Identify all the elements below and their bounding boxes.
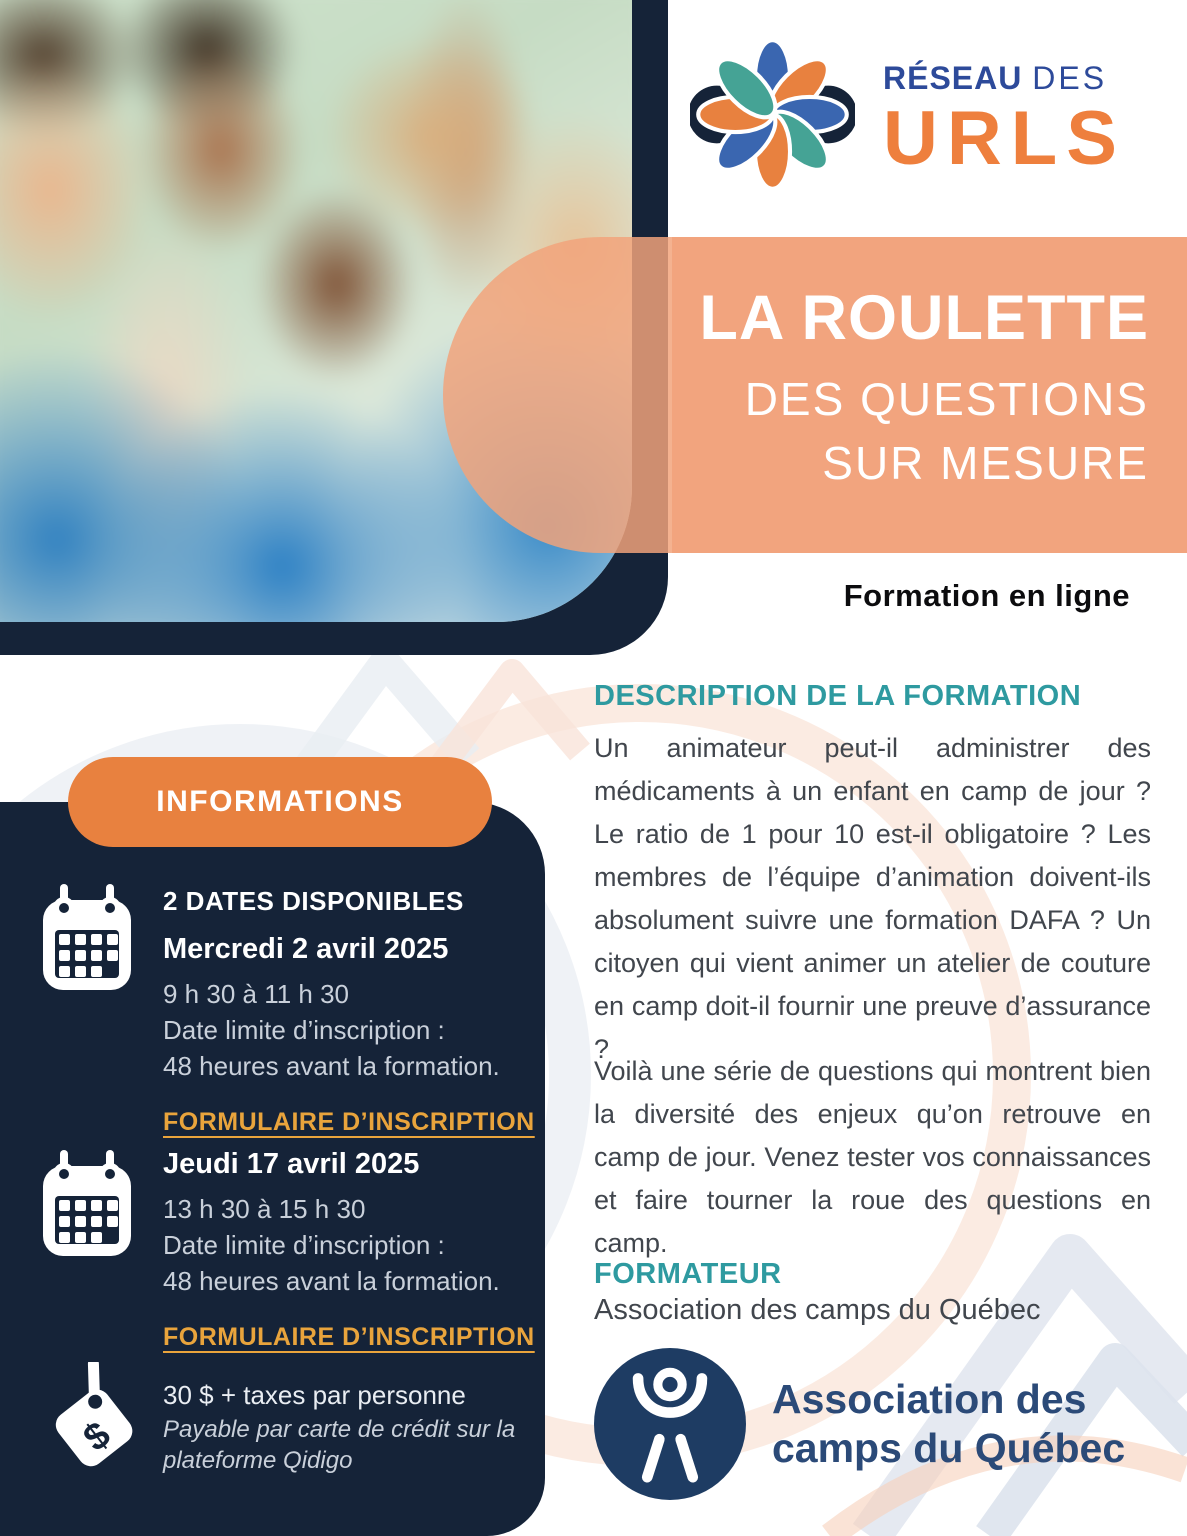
registration-link-1[interactable]: FORMULAIRE D’INSCRIPTION xyxy=(163,1108,535,1136)
payment-note-line-1: Payable par carte de crédit sur la xyxy=(163,1416,516,1443)
title-line-1: LA ROULETTE xyxy=(699,283,1149,353)
title-line-2: DES QUESTIONS xyxy=(744,373,1149,425)
session-1-deadline: 48 heures avant la formation. xyxy=(163,1051,500,1081)
informations-pill-label: INFORMATIONS xyxy=(156,785,404,818)
acq-wordmark xyxy=(772,1375,1125,1473)
price-text: 30 $ + taxes par personne xyxy=(163,1380,466,1410)
svg-text:$: $ xyxy=(75,1413,119,1460)
title-banner xyxy=(672,237,1187,553)
pricing-block xyxy=(163,1376,515,1476)
calendar-icon xyxy=(37,1148,137,1263)
payment-note-line-2: plateforme Qidigo xyxy=(163,1447,353,1474)
logo-des: DES xyxy=(1032,60,1108,96)
registration-link-2[interactable]: FORMULAIRE D’INSCRIPTION xyxy=(163,1323,535,1351)
reseau-urls-flower-icon xyxy=(690,32,855,197)
format-label: Formation en ligne xyxy=(843,578,1130,613)
dates-heading: 2 DATES DISPONIBLES xyxy=(163,886,464,916)
acq-logo-block xyxy=(594,1348,1125,1500)
session-2-deadline-label: Date limite d’inscription : xyxy=(163,1230,445,1260)
session-2-time: 13 h 30 à 15 h 30 xyxy=(163,1194,366,1224)
reseau-urls-logo xyxy=(690,32,1126,197)
logo-urls: URLS xyxy=(883,96,1126,181)
logo-wordmark xyxy=(883,60,1126,197)
session-2-deadline: 48 heures avant la formation. xyxy=(163,1266,500,1296)
logo-line-reseau-des xyxy=(883,60,1126,97)
description-paragraph-2: Voilà une série de questions qui montrent bien la diversité des enjeux qu’on retrouve en camp de jour. Venez tester vos connaissances et faire tourner la roue des questions en camp. xyxy=(594,1056,1151,1258)
description-paragraph-1: Un animateur peut-il administrer des médicaments à un enfant en camp de jour ? Le ratio de 1 pour 10 est-il obligatoire ? Les membres de l’équipe d’animation doivent-ils absolument suivre une formation DAFA ? Un citoyen qui vient animer un atelier de couture en camp doit-il fournir une preuve d’assurance ? xyxy=(594,733,1151,1064)
acq-person-icon xyxy=(594,1348,746,1500)
session-block-1 xyxy=(163,886,535,1137)
formateur-heading: FORMATEUR xyxy=(594,1258,782,1290)
informations-pill xyxy=(68,757,492,847)
acq-wordmark-line-2: camps du Québec xyxy=(772,1425,1126,1471)
session-1-deadline-label: Date limite d’inscription : xyxy=(163,1015,445,1045)
title-line-3: SUR MESURE xyxy=(822,437,1149,489)
formateur-name: Association des camps du Québec xyxy=(594,1294,1041,1326)
session-2-date: Jeudi 17 avril 2025 xyxy=(163,1148,420,1180)
session-1-date: Mercredi 2 avril 2025 xyxy=(163,933,449,965)
acq-wordmark-line-1: Association des xyxy=(772,1376,1087,1422)
calendar-icon xyxy=(37,882,137,997)
description-heading: DESCRIPTION DE LA FORMATION xyxy=(594,680,1082,712)
session-1-time: 9 h 30 à 11 h 30 xyxy=(163,979,350,1009)
logo-reseau: RÉSEAU xyxy=(883,60,1023,96)
session-block-2 xyxy=(163,1148,535,1352)
price-tag-icon xyxy=(36,1362,146,1477)
